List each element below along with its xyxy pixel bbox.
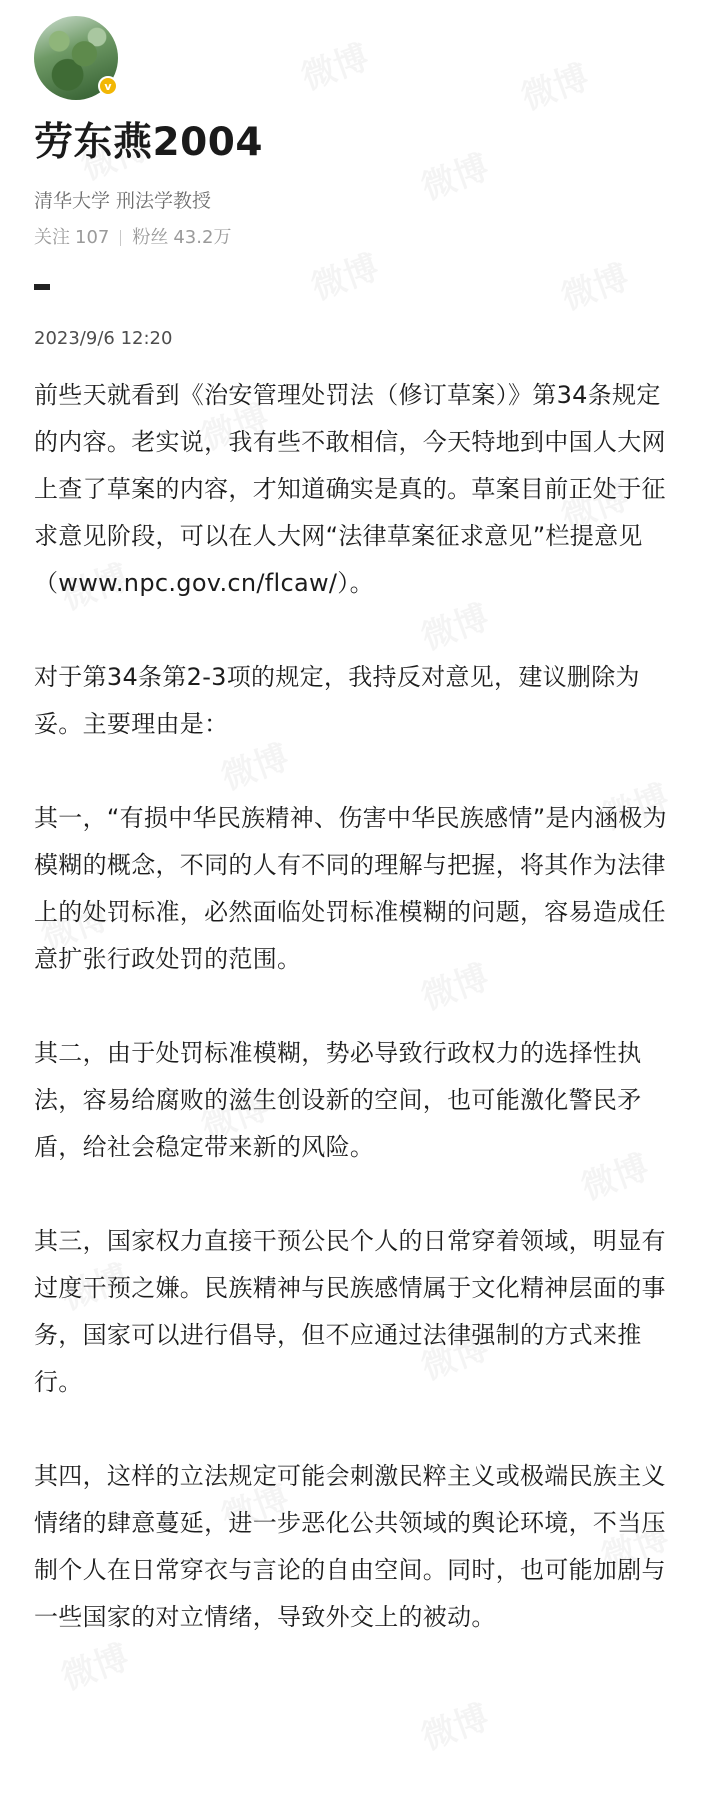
following-label[interactable]: 关注 xyxy=(34,227,70,248)
following-count[interactable]: 107 xyxy=(75,227,110,248)
post-paragraph: 其二，由于处罚标准模糊，势必导致行政权力的选择性执法，容易给腐败的滋生创设新的空间，也可能激化警民矛盾，给社会稳定带来新的风险。 xyxy=(34,1039,642,1161)
stat-divider xyxy=(120,230,121,246)
post-paragraph: 前些天就看到《治安管理处罚法（修订草案）》第34条规定的内容。老实说，我有些不敢相信，今天特地到中国人大网上查了草案的内容，才知道确实是真的。草案目前正处于征求意见阶段，可以在人大网“法律草案征求意见”栏提意见（www.npc.gov.cn/flcaw/）。 xyxy=(34,381,666,597)
post-paragraph: 其一，“有损中华民族精神、伤害中华民族感情”是内涵极为模糊的概念，不同的人有不同的理解与把握，将其作为法律上的处罚标准，必然面临处罚标准模糊的问题，容易造成任意扩张行政处罚的范围。 xyxy=(34,804,667,973)
watermark xyxy=(514,50,595,119)
post-paragraph: 其四，这样的立法规定可能会刺激民粹主义或极端民族主义情绪的肆意蔓延，进一步恶化公共领域的舆论环境，不当压制个人在日常穿衣与言论的自由空间。同时，也可能加剧与一些国家的对立情绪，导致外交上的被动。 xyxy=(34,1462,666,1631)
watermark xyxy=(554,250,635,319)
post-paragraph: 其三，国家权力直接干预公民个人的日常穿着领域，明显有过度干预之嫌。民族精神与民族感情属于文化精神层面的事务，国家可以进行倡导，但不应通过法律强制的方式来推行。 xyxy=(34,1227,666,1396)
verified-badge-icon: v xyxy=(98,76,118,96)
follow-stats xyxy=(34,225,231,251)
followers-count[interactable]: 43.2万 xyxy=(173,227,232,248)
post-timestamp: 2023/9/6 12:20 xyxy=(34,328,173,349)
user-description: 清华大学 刑法学教授 xyxy=(34,190,212,212)
user-name[interactable]: 劳东燕2004 xyxy=(34,120,264,165)
watermark xyxy=(304,240,385,309)
followers-label[interactable]: 粉丝 xyxy=(132,227,169,248)
watermark xyxy=(414,1690,495,1759)
avatar[interactable] xyxy=(34,16,118,100)
watermark xyxy=(294,30,375,99)
post-content xyxy=(34,372,682,1688)
watermark xyxy=(414,140,495,209)
dash-mark xyxy=(34,284,50,290)
post-paragraph: 对于第34条第2-3项的规定，我持反对意见，建议删除为妥。主要理由是： xyxy=(34,663,640,738)
